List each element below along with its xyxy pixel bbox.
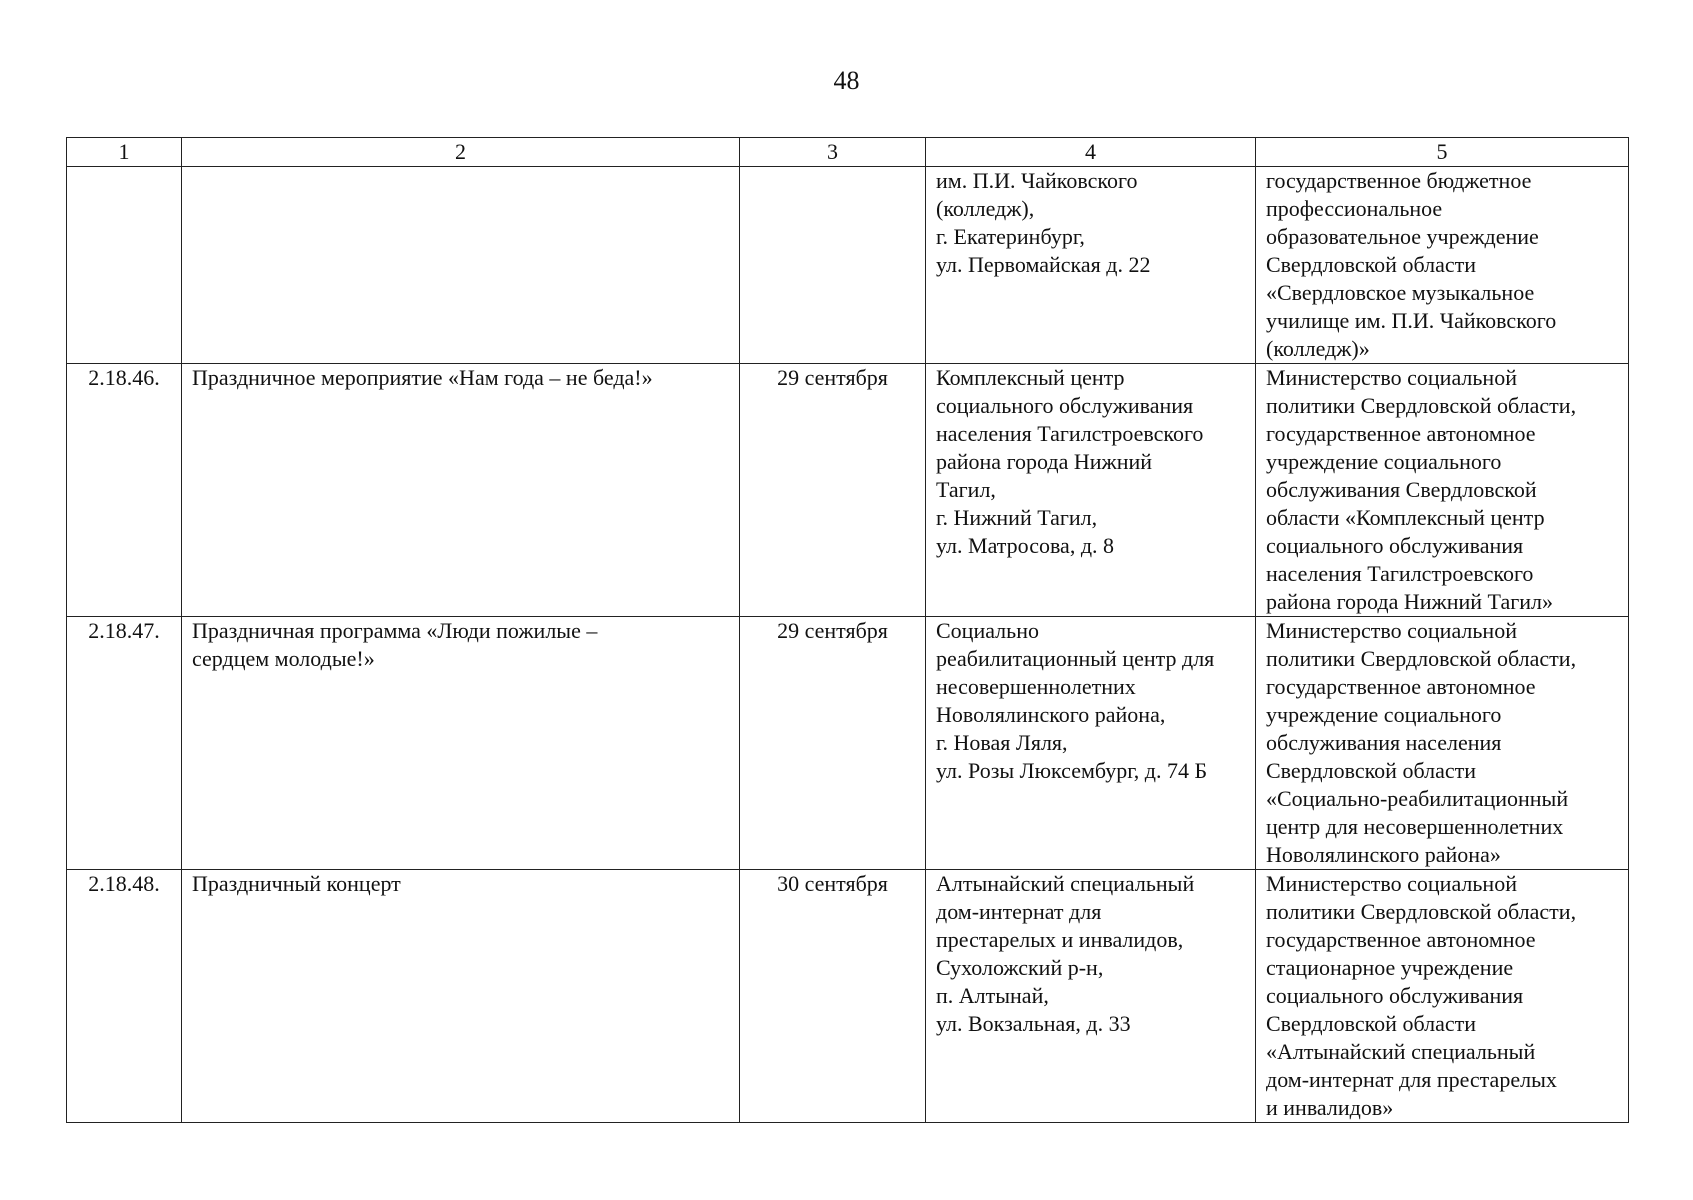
event-place: Алтынайский специальный дом-интернат для престарелых и инвалидов, Сухоложский р-н, п. Алтынай, ул. Вокзальная, д. 33 (926, 870, 1256, 1123)
event-title: Праздничный концерт (182, 870, 740, 1123)
event-date (740, 167, 926, 364)
table-header-row (67, 138, 1629, 167)
item-number: 2.18.47. (67, 617, 182, 870)
item-number: 2.18.48. (67, 870, 182, 1123)
event-organizer: Министерство социальной политики Свердловской области, государственное автономное учреждение социального обслуживания Свердловской области «Комплексный центр социального обслуживания населения Тагилстроевского района города Нижний Тагил» (1256, 364, 1629, 617)
item-number: 2.18.46. (67, 364, 182, 617)
event-date: 29 сентября (740, 617, 926, 870)
event-title: Праздничная программа «Люди пожилые – сердцем молодые!» (182, 617, 740, 870)
event-organizer: Министерство социальной политики Свердловской области, государственное автономное стационарное учреждение социального обслуживания Свердловской области «Алтынайский специальный дом-интернат для престарелых и инвалидов» (1256, 870, 1629, 1123)
event-date: 30 сентября (740, 870, 926, 1123)
event-title: Праздничное мероприятие «Нам года – не беда!» (182, 364, 740, 617)
event-title (182, 167, 740, 364)
event-place: Комплексный центр социального обслуживания населения Тагилстроевского района города Нижний Тагил, г. Нижний Тагил, ул. Матросова, д. 8 (926, 364, 1256, 617)
event-place: им. П.И. Чайковского (колледж), г. Екатеринбург, ул. Первомайская д. 22 (926, 167, 1256, 364)
event-date: 29 сентября (740, 364, 926, 617)
page-number: 48 (833, 66, 860, 95)
events-table (66, 137, 1629, 1123)
table-row (67, 364, 1629, 617)
column-header-2: 2 (182, 138, 740, 167)
event-organizer: Министерство социальной политики Свердловской области, государственное автономное учреждение социального обслуживания населения Свердловской области «Социально-реабилитационный центр для несовершеннолетних Новолялинского района» (1256, 617, 1629, 870)
column-header-3: 3 (740, 138, 926, 167)
table-row (67, 617, 1629, 870)
event-place: Социально реабилитационный центр для несовершеннолетних Новолялинского района, г. Новая Ляля, ул. Розы Люксембург, д. 74 Б (926, 617, 1256, 870)
item-number (67, 167, 182, 364)
table-row (67, 870, 1629, 1123)
table-row (67, 167, 1629, 364)
column-header-1: 1 (67, 138, 182, 167)
column-header-4: 4 (926, 138, 1256, 167)
event-organizer: государственное бюджетное профессиональное образовательное учреждение Свердловской области «Свердловское музыкальное училище им. П.И. Чайковского (колледж)» (1256, 167, 1629, 364)
column-header-5: 5 (1256, 138, 1629, 167)
